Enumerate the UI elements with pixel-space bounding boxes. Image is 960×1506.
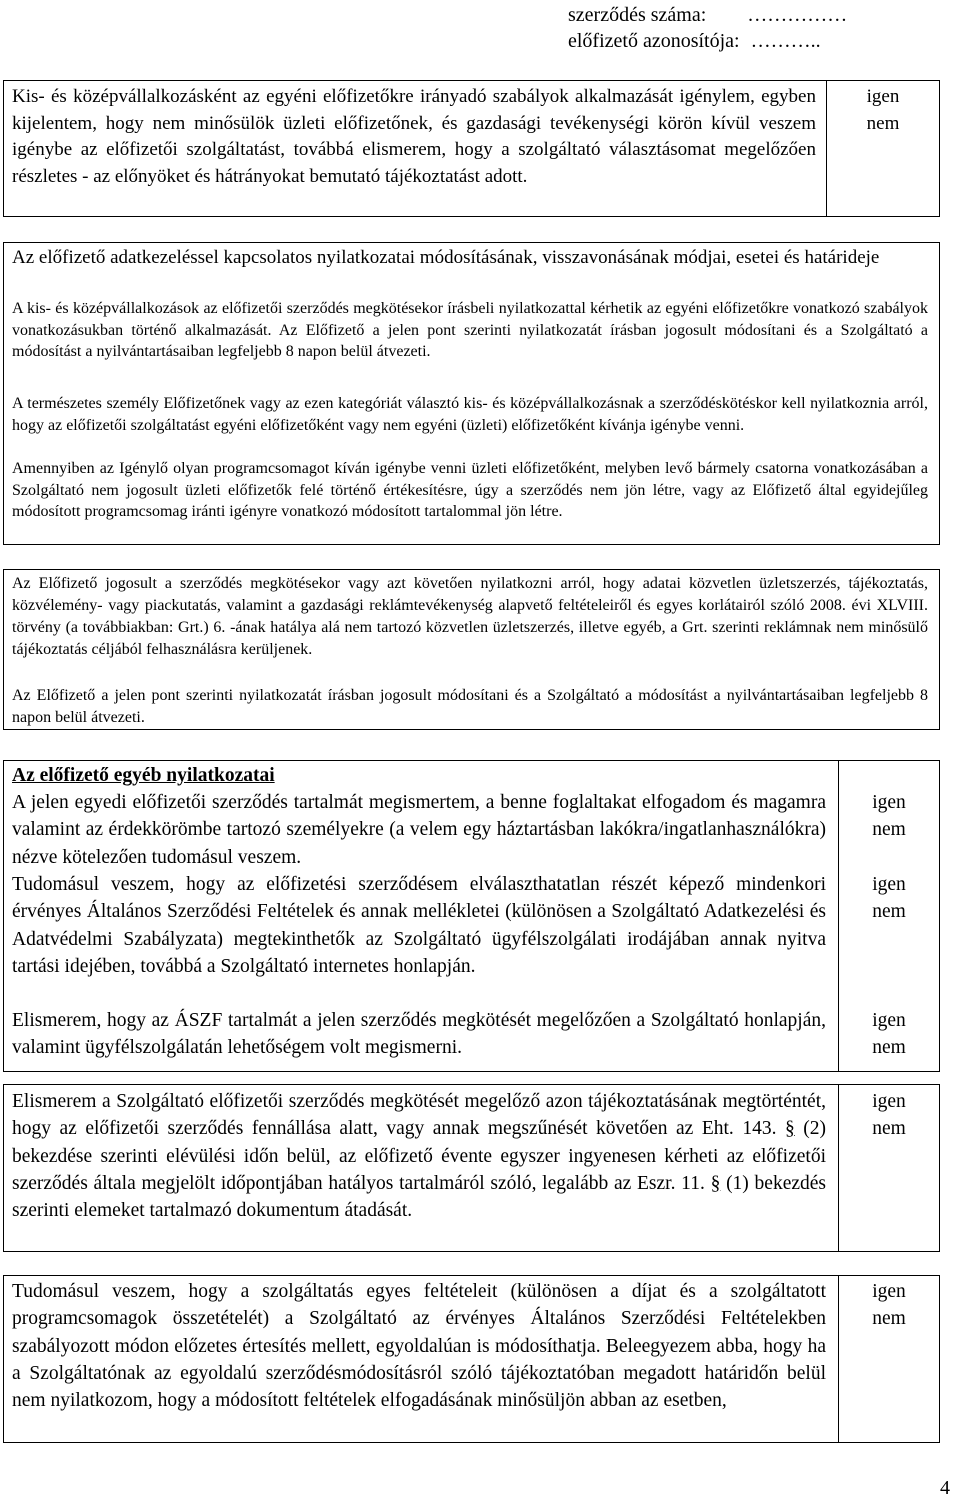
declaration-choice-1[interactable]: [840, 789, 938, 844]
data-handling-paragraph-1: A kis- és középvállalkozások az előfizetői szerződés megkötésekor írásbeli nyilatkozattal kérhetik az egyéni előfizetőkre vonatkozó szabályok vonatkozásukban történő alkalmazását. Az Előfizető a jelen pont szerinti nyilatkozatát írásban jogosult módosítani és a Szolgáltató a módosítást a nyilvántartásaiban legfeljebb 8 napon belül átvezeti.: [12, 300, 928, 361]
contract-number-value: ……………: [747, 4, 848, 26]
kkv-declaration-choice[interactable]: [828, 84, 938, 137]
no-option[interactable]: nem: [866, 112, 900, 134]
eht-info-choice[interactable]: [840, 1088, 938, 1143]
data-handling-paragraph-2: A természetes személy Előfizetőnek vagy az ezen kategóriát választó kis- és középvállalkozásnak a szerződéskötéskor kell nyilatkoznia arról, hogy az előfizetői szolgáltatást egyéni előfizetőként vagy nem egyéni (üzleti) előfizetőként kívánja igénybe venni.: [12, 395, 928, 434]
yes-option[interactable]: igen: [866, 86, 900, 107]
yes-option[interactable]: igen: [872, 874, 906, 895]
yes-option[interactable]: igen: [872, 1281, 906, 1302]
page-number: 4: [940, 1477, 950, 1499]
declaration-text-3: Elismerem, hogy az ÁSZF tartalmát a jelen szerződés megkötését megelőzően a Szolgáltató honlapján, valamint ügyfélszolgálatán lehetőségem volt megismerni.: [12, 1010, 826, 1059]
no-option[interactable]: nem: [872, 819, 906, 841]
eht-info-text-part-3: (1) bekezdés szerinti elemeket tartalmazó dokumentum átadását.: [12, 1172, 826, 1222]
declaration-text-1: A jelen egyedi előfizetői szerződés tartalmát megismertem, a benne foglaltakat elfogadom és magamra valamint az érdekkörömbe tartozó személyekre (a velem egy háztartásban lakókra/ingatlanhasználókra) nézve kötelezően tudomásul veszem.: [12, 792, 826, 868]
eht-info-text-part-1: Elismerem a Szolgáltató előfizetői szerződés megkötését megelőző azon tájékoztatásának megtörténtét, hogy az előfizetői szerződés fennállása alatt, vagy annak megszűnését követően az Eht. 143.: [12, 1091, 826, 1140]
contract-number-label: szerződés száma:: [568, 4, 707, 26]
kkv-declaration-text: Kis- és középvállalkozásként az egyéni előfizetőkre irányadó szabályok alkalmazását igénylem, egyben kijelentem, hogy nem minősülök üzleti előfizetőnek, és gazdasági tevékenységi körön kívül veszem igénybe az előfizetői szolgáltatást, továbbá elismerem, hogy a szolgáltató választásomat megelőzően részletes - az előnyöket és hátrányokat bemutató tájékoztatást adott.: [12, 86, 816, 187]
no-option[interactable]: nem: [872, 1037, 906, 1059]
unilateral-modification-choice[interactable]: [840, 1278, 938, 1333]
yes-option[interactable]: igen: [872, 792, 906, 813]
kkv-declaration-divider: [826, 80, 827, 217]
subscriber-id-line: [568, 28, 821, 54]
declaration-choice-3[interactable]: [840, 1007, 938, 1062]
unilateral-modification-divider: [838, 1275, 839, 1443]
yes-option[interactable]: igen: [872, 1091, 906, 1112]
data-handling-heading: Az előfizető adatkezeléssel kapcsolatos nyilatkozatai módosításának, visszavonásának módjai, esetei és határideje: [12, 247, 880, 268]
yes-option[interactable]: igen: [872, 1010, 906, 1031]
subscriber-id-label: előfizető azonosítója:: [568, 30, 740, 52]
declaration-choice-2[interactable]: [840, 871, 938, 926]
eht-info-text: [12, 1088, 826, 1224]
direct-marketing-paragraph-1: Az Előfizető jogosult a szerződés megkötésekor vagy azt követően nyilatkozni arról, hogy adatai közvetlen üzletszerzés, tájékoztatás, közvélemény- vagy piackutatás, valamint a gazdasági reklámtevékenység alapvető feltételeiről és egyes korlátairól szóló 2008. évi XLVIII. törvény (a továbbiakban: Grt.) 6. -ának hatálya alá nem tartozó közvetlen üzletszerzés, illetve egyéb, a Grt. szerinti reklámnak nem minősülő tájékoztatás céljából felhasználásra kerüljenek.: [12, 575, 928, 658]
contract-number-line: [568, 2, 847, 28]
section-sign: §: [710, 1172, 721, 1194]
no-option[interactable]: nem: [872, 1118, 906, 1140]
eht-info-divider: [838, 1084, 839, 1252]
direct-marketing-paragraph-2: Az Előfizető a jelen pont szerinti nyilatkozatát írásban jogosult módosítani és a Szolgáltató a módosítást a nyilvántartásaiban legfeljebb 8 napon belül átvezeti.: [12, 687, 928, 726]
other-declarations-heading: Az előfizető egyéb nyilatkozatai: [12, 765, 275, 786]
eht-info-text-part-2: (2) bekezdése szerinti elévülési időn belül, az előfizető évente egyszer ingyenesen kérheti az előfizetői szerződés általa megjelölt időpontjában hatályos tartalmáról szóló, legalább az Eszr. 11.: [12, 1118, 826, 1194]
data-handling-paragraph-3: Amennyiben az Igénylő olyan programcsomagot kíván igénybe venni üzleti előfizetőként, melyben levő bármely csatorna vonatkozásában a Szolgáltató nem jogosult üzleti előfizetők felé történő értékesítésre, úgy a szerződés nem jön létre, vagy az Előfizető által egyidejűleg módosított programcsomag iránti igényre vonatkozó módosított tartalommal jön létre.: [12, 460, 928, 521]
unilateral-modification-text: Tudomásul veszem, hogy a szolgáltatás egyes feltételeit (különösen a díjat és a szolgáltatott programcsomagok összetételét) a Szolgáltató az érvényes Általános Szerződési Feltételekben szabályozott módon előzetes értesítés mellett, egyoldalúan is módosíthatja. Beleegyezem abba, hogy ha a Szolgáltatónak az egyoldalú szerződésmódosításról szóló tájékoztatóban megadott határidőn belül nem nyilatkozom, hogy a módosított feltételek elfogadásának minősüljön abban az esetben,: [12, 1281, 826, 1412]
other-declarations-divider: [838, 760, 839, 1072]
declaration-text-2: Tudomásul veszem, hogy az előfizetési szerződésem elválaszthatatlan részét képező mindenkori érvényes Általános Szerződési Feltételek és annak mellékletei (különösen a Szolgáltató Adatkezelési és Adatvédelmi Szabályzata) megtekinthetők az Szolgáltató ügyfélszolgálati irodájában annak nyitva tartási idejében, továbbá a Szolgáltató internetes honlapján.: [12, 874, 826, 977]
subscriber-id-value: ………..: [750, 30, 821, 52]
no-option[interactable]: nem: [872, 901, 906, 923]
section-sign: §: [784, 1118, 795, 1140]
no-option[interactable]: nem: [872, 1308, 906, 1330]
